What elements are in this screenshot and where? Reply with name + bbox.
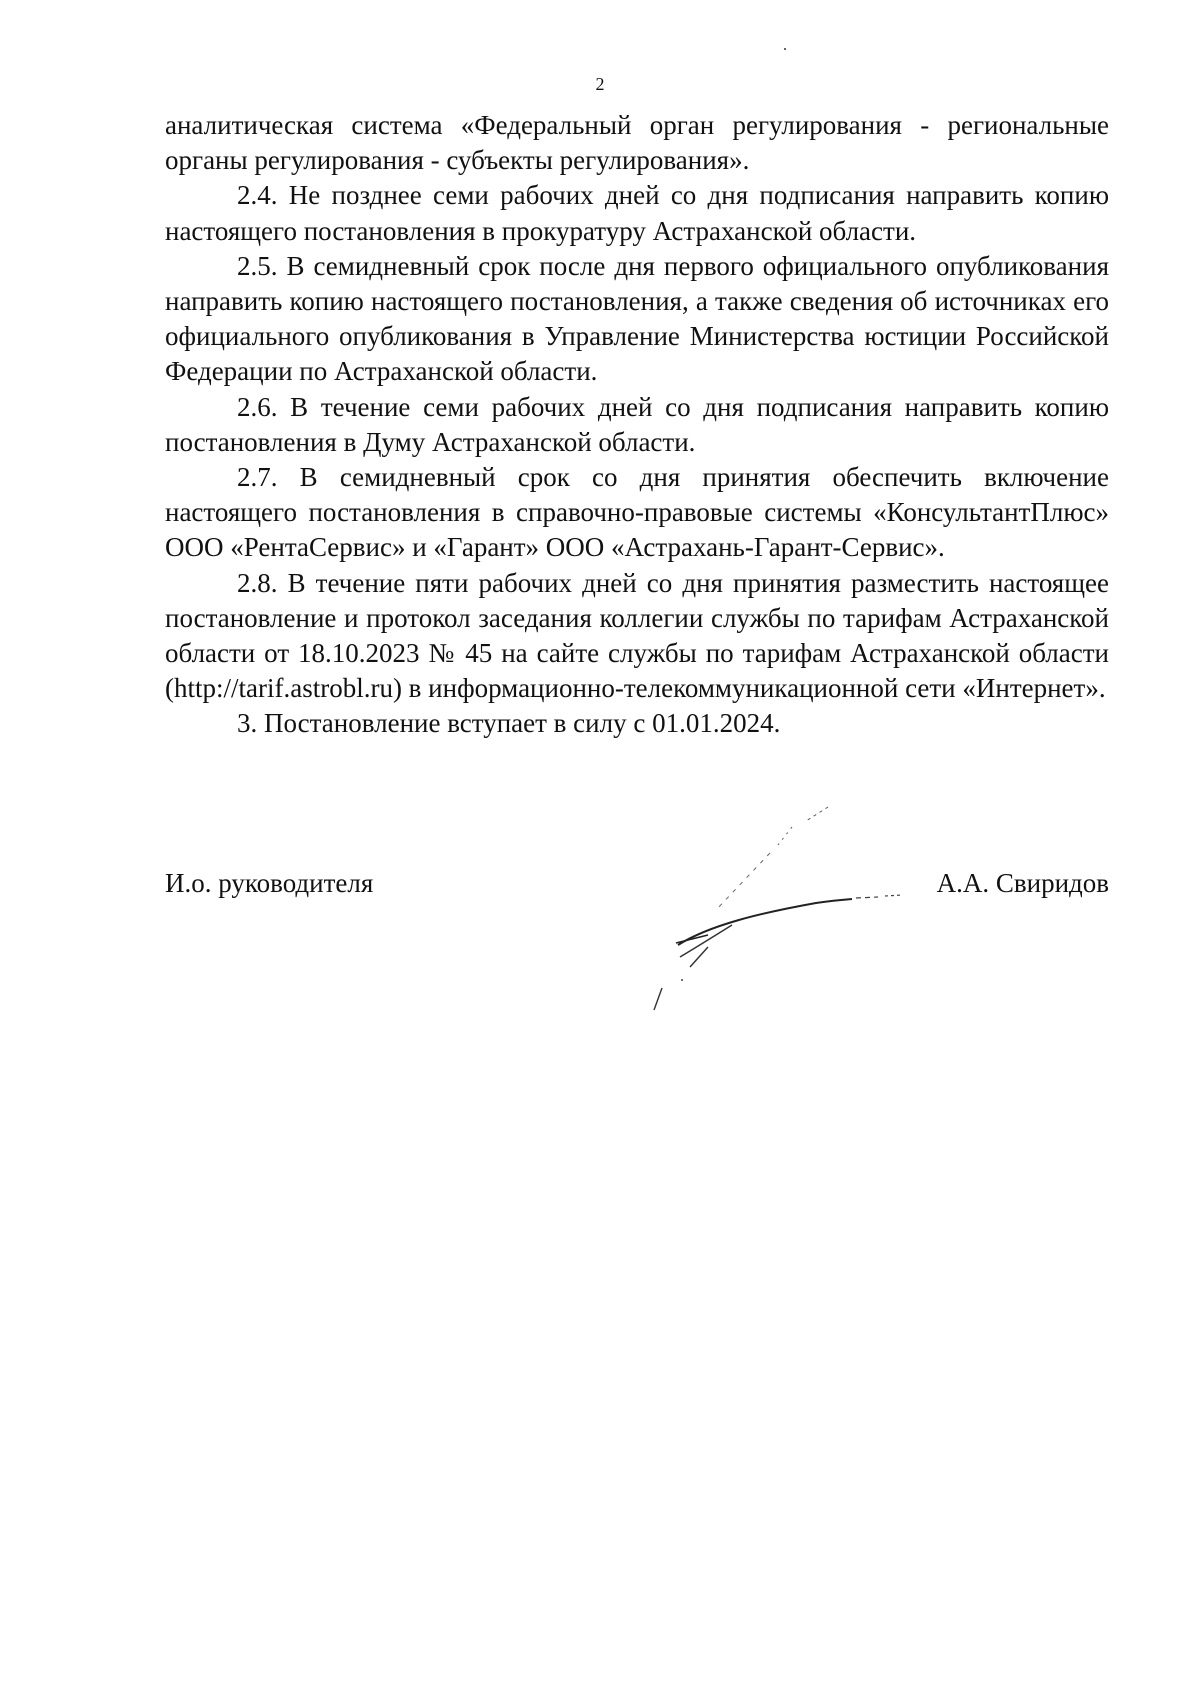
signatory-position: И.о. руководителя bbox=[165, 868, 374, 898]
paragraph-continuation: аналитическая система «Федеральный орган регулирования - региональные органы регулирования - субъекты регулирования». bbox=[165, 110, 1109, 176]
page-number: 2 bbox=[595, 74, 605, 94]
paragraph-2-6: 2.6. В течение семи рабочих дней со дня подписания направить копию постановления в Думу Астраханской области. bbox=[165, 391, 1109, 457]
paragraph-2-4: 2.4. Не позднее семи рабочих дней со дня подписания направить копию настоящего постановления в прокуратуру Астраханской области. bbox=[165, 180, 1109, 246]
scan-speck bbox=[784, 48, 786, 50]
signatory-name: А.А. Свиридов bbox=[936, 868, 1109, 898]
paragraph-2-7: 2.7. В семидневный срок со дня принятия обеспечить включение настоящего постановления в справочно-правовые системы «КонсультантПлюс» ООО «РентаСервис» и «Гарант» ООО «Астрахань-Гарант-Сервис». bbox=[165, 462, 1109, 563]
paragraph-3: 3. Постановление вступает в силу с 01.01.2024. bbox=[237, 708, 781, 739]
handwritten-signature bbox=[620, 785, 920, 1015]
document-body bbox=[165, 108, 1109, 742]
paragraph-2-5: 2.5. В семидневный срок после дня первого официального опубликования направить копию настоящего постановления, а также сведения об источниках его официального опубликования в Управление Министерства юстиции Российской Федерации по Астраханской области. bbox=[165, 250, 1109, 387]
paragraph-2-8: 2.8. В течение пяти рабочих дней со дня принятия разместить настоящее постановление и протокол заседания коллегии службы по тарифам Астраханской области от 18.10.2023 № 45 на сайте службы по тарифам Астраханской области (http://tarif.astrobl.ru) в информационно-телекоммуникационной сети «Интернет». bbox=[165, 567, 1109, 704]
